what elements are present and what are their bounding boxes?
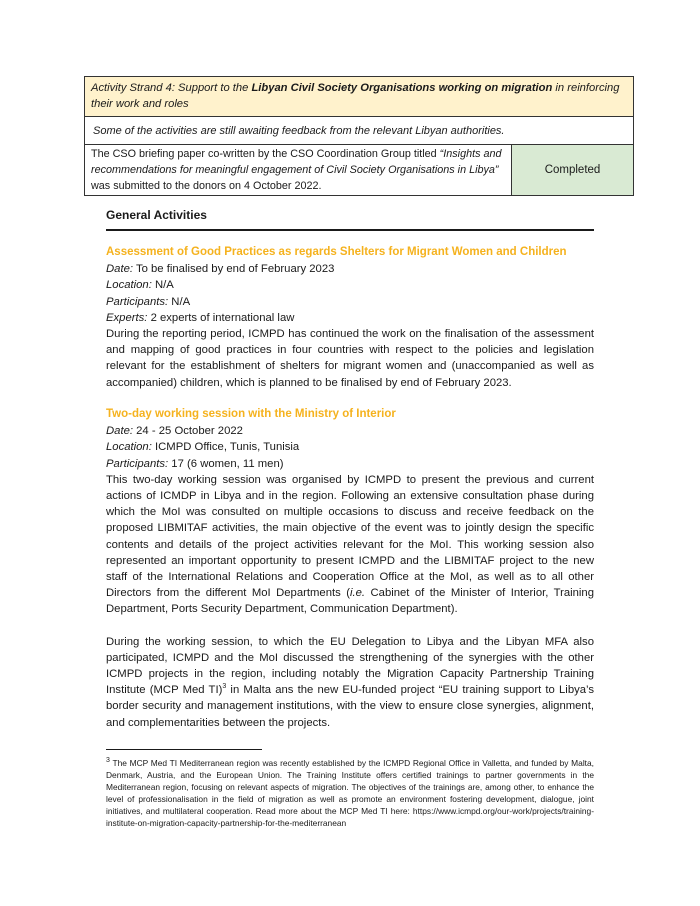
date-label: Date: bbox=[106, 425, 134, 438]
activity-table bbox=[84, 76, 634, 196]
location-line bbox=[106, 439, 594, 455]
activity-strand-row bbox=[85, 77, 633, 117]
date-line bbox=[106, 261, 594, 277]
section-paragraph-1 bbox=[106, 472, 594, 618]
section-paragraph: During the reporting period, ICMPD has continued the work on the finalisation of the assessment and mapping of good practices in four countries with respect to the policies and legislation relevant for the establishment of shelters for migrant women and (unaccompanied as well as accompanied) children, which is planned to be finalised by end of February 2023. bbox=[106, 328, 594, 389]
date-label: Date: bbox=[106, 263, 134, 276]
footnote bbox=[106, 757, 594, 829]
feedback-note-row bbox=[85, 117, 633, 145]
experts-line bbox=[106, 310, 594, 326]
participants-line bbox=[106, 294, 594, 310]
paragraph1-main: This two-day working session was organised by ICMPD to present the previous and current actions of ICMDP in Libya and in the region. Following an extensive consultation phase during which the MoI was consulted on multiple occasions to discuss and receive feedback on the proposed LIBMITAF activities, the main objective of the event was to jointly design the specific contents and details of the project activities relevant for the MoI. This working session also represented an important opportunity to present ICMPD and the LIBMITAF project to the new staff of the International Relations and Cooperation Office at the MoI, as well as to all other Directors from the different MoI Departments ( bbox=[106, 473, 594, 600]
section-title: Two-day working session with the Ministry of Interior bbox=[106, 408, 396, 420]
strand-bold: Libyan Civil Society Organisations working on migration bbox=[251, 82, 553, 94]
experts-value: 2 experts of international law bbox=[147, 311, 295, 324]
date-line bbox=[106, 423, 594, 439]
cso-desc-title: “Insights and recommendations for meaningful engagement of Civil Society Organisations in Libya” bbox=[91, 148, 502, 176]
participants-label: Participants: bbox=[106, 295, 169, 308]
participants-label: Participants: bbox=[106, 457, 169, 470]
paragraph1-end: Cabinet of the Minister of Interior, Training Department, Ports Security Department, Communication Department). bbox=[106, 587, 594, 616]
general-activities-heading: General Activities bbox=[106, 208, 594, 231]
participants-line bbox=[106, 456, 594, 472]
participants-value: 17 (6 women, 11 men) bbox=[168, 457, 284, 470]
location-value: ICMPD Office, Tunis, Tunisia bbox=[151, 441, 300, 454]
cso-paper-description bbox=[85, 145, 512, 195]
strand-suffix: in reinforcing their work and roles bbox=[91, 82, 620, 110]
footnote-text: The MCP Med TI Mediterranean region was recently established by the ICMPD Regional Office in Valletta, and funded by Malta, Denmark, Austria, and the European Union. The Training Institute offers certified trainings to partner governments in the Mediterranean region, focusing on relevant aspects of migration. The objectives of the trainings are, among other, to enhance the level of professionalisation in the field of migration as well as promote an environment fostering development, dialogue, joint initiatives, and multilateral cooperation. Read more about the MCP Med TI here: https://www.icmpd.org/our-work/projects/training-institute-on-migration-capacity-partnership-for-the-mediterranean bbox=[106, 758, 594, 828]
status-cell bbox=[512, 145, 633, 195]
location-label: Location: bbox=[106, 441, 152, 454]
location-line bbox=[106, 277, 594, 293]
cso-desc-suffix: was submitted to the donors on 4 October 2022. bbox=[91, 180, 322, 192]
date-value: 24 - 25 October 2022 bbox=[133, 425, 243, 438]
section-title: Assessment of Good Practices as regards Shelters for Migrant Women and Children bbox=[106, 246, 567, 258]
cso-desc-prefix: The CSO briefing paper co-written by the CSO Coordination Group titled bbox=[91, 148, 440, 160]
section-paragraph-2 bbox=[106, 634, 594, 731]
location-value: N/A bbox=[151, 279, 174, 292]
footnote-separator bbox=[106, 749, 262, 750]
location-label: Location: bbox=[106, 279, 152, 292]
footnote-ref[interactable]: 3 bbox=[222, 683, 227, 691]
section-moi-session bbox=[106, 406, 594, 731]
participants-value: N/A bbox=[168, 295, 191, 308]
paragraph1-ie: i.e. bbox=[349, 587, 366, 600]
status-badge: Completed bbox=[544, 164, 601, 176]
experts-label: Experts: bbox=[106, 311, 148, 324]
paragraph2-b: in Malta ans the new EU-funded project “EU training support to Libya’s border security and management institutions, with the view to ensure close synergies, alignment, and complementarities between the projects. bbox=[106, 684, 594, 729]
date-value: To be finalised by end of February 2023 bbox=[133, 263, 335, 276]
strand-prefix: Activity Strand 4: Support to the bbox=[91, 82, 252, 94]
cso-paper-row bbox=[85, 145, 633, 195]
feedback-note: Some of the activities are still awaiting feedback from the relevant Libyan authorities. bbox=[93, 125, 505, 137]
footnote-number: 3 bbox=[106, 757, 110, 765]
paragraph2-a: During the working session, to which the EU Delegation to Libya and the Libyan MFA also participated, ICMPD and the MoI discussed the strengthening of the synergies with the other ICMPD projects in the region, including notably the Migration Capacity Partnership Training Institute (MCP Med TI) bbox=[106, 635, 594, 697]
section-shelters bbox=[106, 244, 594, 391]
